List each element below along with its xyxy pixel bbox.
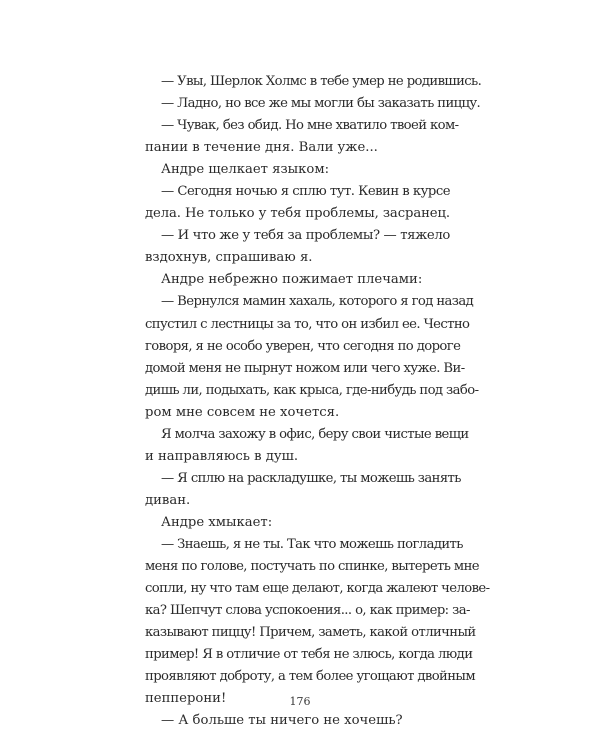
- text-line: — И что же у тебя за проблемы? — тяжело: [161, 228, 450, 244]
- text-line: — Увы, Шерлок Холмс в тебе умер не родившись.: [161, 74, 482, 89]
- text-line: — Знаешь, я не ты. Так что можешь погладить: [161, 536, 463, 552]
- text-line: проявляют доброту, а тем более угощают двойным: [145, 669, 475, 685]
- text-line: Андре небрежно пожимает плечами:: [161, 272, 423, 288]
- text-line: — Чувак, без обид. Но мне хватило твоей ком-: [161, 118, 459, 134]
- page-number: 176: [289, 695, 311, 708]
- text-line: пепперони!: [145, 691, 227, 707]
- text-line: пании в течение дня. Вали уже...: [145, 140, 378, 156]
- text-line: — Ладно, но все же мы могли бы заказать пиццу.: [161, 96, 481, 112]
- text-line: — Вернулся мамин хахаль, которого я год назад: [161, 294, 474, 310]
- text-line: ка? Шепчут слова успокоения... о, как пример: за-: [145, 603, 470, 619]
- text-line: пример! Я в отличие от тебя не злюсь, когда люди: [145, 647, 473, 663]
- text-line: домой меня не пырнут ножом или чего хуже. Ви-: [145, 360, 465, 376]
- text-line: ром мне совсем не хочется.: [145, 404, 340, 420]
- text-line: меня по голове, постучать по спинке, вытереть мне: [145, 559, 479, 575]
- text-line: — Я сплю на раскладушке, ты можешь занять: [161, 470, 461, 486]
- text-line: — Сегодня ночью я сплю тут. Кевин в курсе: [161, 184, 450, 200]
- text-line: спустил с лестницы за то, что он избил ее. Честно: [145, 316, 470, 332]
- text-line: и направляюсь в душ.: [145, 448, 299, 464]
- text-line: Андре хмыкает:: [161, 514, 273, 530]
- text-line: дишь ли, подыхать, как крыса, где-нибудь под забо-: [145, 382, 479, 398]
- text-line: говоря, я не особо уверен, что сегодня по дороге: [145, 338, 461, 354]
- text-line: сопли, ну что там еще делают, когда жалеют челове-: [145, 581, 490, 597]
- text-line: — А больше ты ничего не хочешь?: [161, 713, 403, 729]
- text-line: Я молча захожу в офис, беру свои чистые вещи: [161, 426, 469, 442]
- text-line: дела. Не только у тебя проблемы, засранец.: [145, 206, 450, 222]
- text-line: вздохнув, спрашиваю я.: [145, 250, 313, 266]
- text-line: диван.: [145, 492, 191, 508]
- text-line: Андре щелкает языком:: [161, 162, 330, 178]
- body-text: [145, 71, 490, 732]
- text-line: казывают пиццу! Причем, заметь, какой отличный: [145, 625, 476, 641]
